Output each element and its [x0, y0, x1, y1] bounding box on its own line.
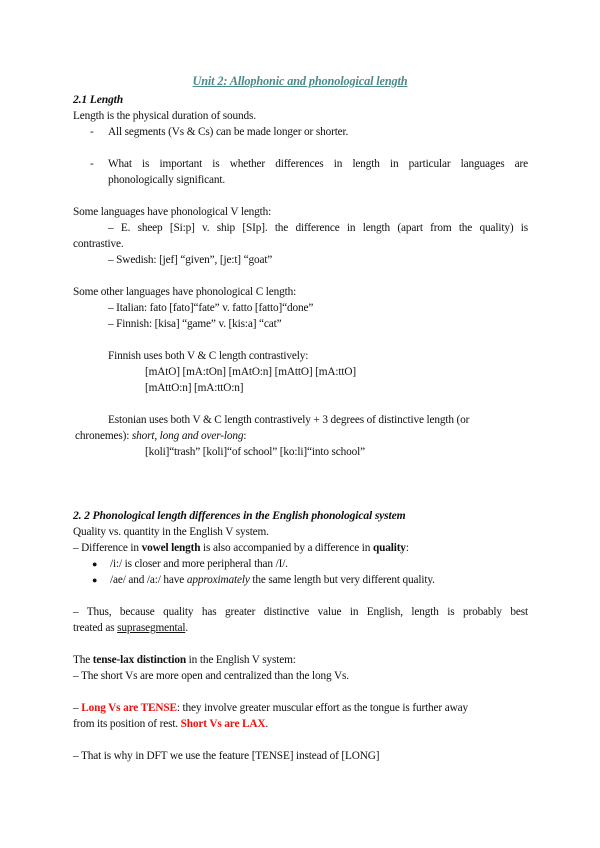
estonian-examples: [koli]“trash” [koli]“of school” [ko:li]“into school” — [145, 446, 365, 458]
short-vs-lax-term: Short Vs are LAX — [180, 718, 266, 730]
bullet-icon: ● — [92, 559, 98, 569]
finnish-lead: Finnish uses both V & C length contrastively: — [108, 350, 309, 362]
point-all-segments: All segments (Vs & Cs) can be made longer or shorter. — [108, 126, 349, 138]
thus-line1: – Thus, because quality has greater distinctive value in English, length is probably best — [73, 606, 528, 618]
approximately-term: approximately — [186, 574, 250, 586]
c-length-example-italian: – Italian: fato [fato]“fate” v. fatto [fatto]“done” — [108, 302, 314, 314]
quality-term: quality — [372, 542, 406, 554]
estonian-chronemes-terms: short, long and over-long — [131, 430, 244, 442]
v-length-example-swedish: – Swedish: [jef] “given”, [je:t] “goat” — [108, 254, 273, 266]
tense-lax-prefix: The — [73, 654, 93, 666]
bullet-icon: ● — [92, 575, 98, 585]
finnish-examples-row1: [mAtO] [mA:tOn] [mAtO:n] [mAttO] [mA:ttO] — [145, 366, 356, 378]
tense-lax-lead — [73, 652, 296, 668]
estonian-chronemes — [75, 428, 246, 444]
document-title: Unit 2: Allophonic and phonological length — [192, 74, 408, 88]
estonian-chronemes-prefix: chronemes): — [75, 430, 132, 442]
long-vs-tense-term: Long Vs are TENSE — [81, 702, 177, 714]
short-vs-open: – The short Vs are more open and centralized than the long Vs. — [73, 670, 349, 682]
v-length-lead: Some languages have phonological V length: — [73, 206, 272, 218]
dft-feature-line: – That is why in DFT we use the feature [TENSE] instead of [LONG] — [73, 750, 380, 762]
difference-prefix: – Difference in — [73, 542, 142, 554]
v-length-example-english: – E. sheep [Si:p] v. ship [SIp]. the difference in length (apart from the quality) is — [108, 222, 528, 234]
point-important-line1: What is important is whether differences in length in particular languages are — [108, 158, 528, 170]
long-tense-line2 — [73, 716, 268, 732]
thus-line2-prefix: treated as — [73, 622, 118, 634]
v-length-example-english-cont: contrastive. — [73, 238, 124, 250]
vowel-length-term: vowel length — [141, 542, 201, 554]
long-tense-line1 — [73, 700, 528, 716]
difference-line — [73, 540, 409, 556]
section-heading-english-length: 2. 2 Phonological length differences in the English phonological system — [73, 509, 406, 522]
finnish-examples-row2: [mAttO:n] [mA:ttO:n] — [145, 382, 244, 394]
tense-lax-term: tense-lax distinction — [92, 654, 186, 666]
tense-lax-suffix: in the English V system: — [186, 654, 296, 666]
quality-vs-quantity: Quality vs. quantity in the English V system. — [73, 526, 269, 538]
long-tense-middle: : they involve greater muscular effort as the tongue is further away — [176, 702, 468, 714]
thus-line2-suffix: . — [185, 622, 188, 634]
difference-suffix: : — [405, 542, 409, 554]
thus-line2 — [73, 620, 188, 636]
c-length-lead: Some other languages have phonological C length: — [73, 286, 297, 298]
suprasegmental-term: suprasegmental — [117, 622, 186, 634]
list-dash: - — [90, 158, 94, 170]
estonian-chronemes-suffix: : — [243, 430, 247, 442]
long-tense-dash: – — [73, 702, 82, 714]
c-length-example-finnish: – Finnish: [kisa] “game” v. [kis:a] “cat” — [108, 318, 282, 330]
long-tense-line2-suffix: . — [265, 718, 269, 730]
bullet-ae-prefix: /ae/ and /a:/ have — [110, 574, 187, 586]
point-important-line2: phonologically significant. — [108, 174, 226, 186]
length-definition: Length is the physical duration of sounds. — [73, 110, 256, 122]
list-dash: - — [90, 126, 94, 138]
section-heading-length: 2.1 Length — [73, 93, 124, 106]
bullet-ae-suffix: the same length but very different quality. — [249, 574, 435, 586]
bullet-item-i: /i:/ is closer and more peripheral than /I/. — [110, 558, 288, 570]
estonian-lead: Estonian uses both V & C length contrastively + 3 degrees of distinctive length (or — [108, 414, 470, 426]
bullet-item-ae — [110, 572, 435, 588]
difference-middle: is also accompanied by a difference in — [200, 542, 373, 554]
long-tense-line2-prefix: from its position of rest. — [73, 718, 181, 730]
